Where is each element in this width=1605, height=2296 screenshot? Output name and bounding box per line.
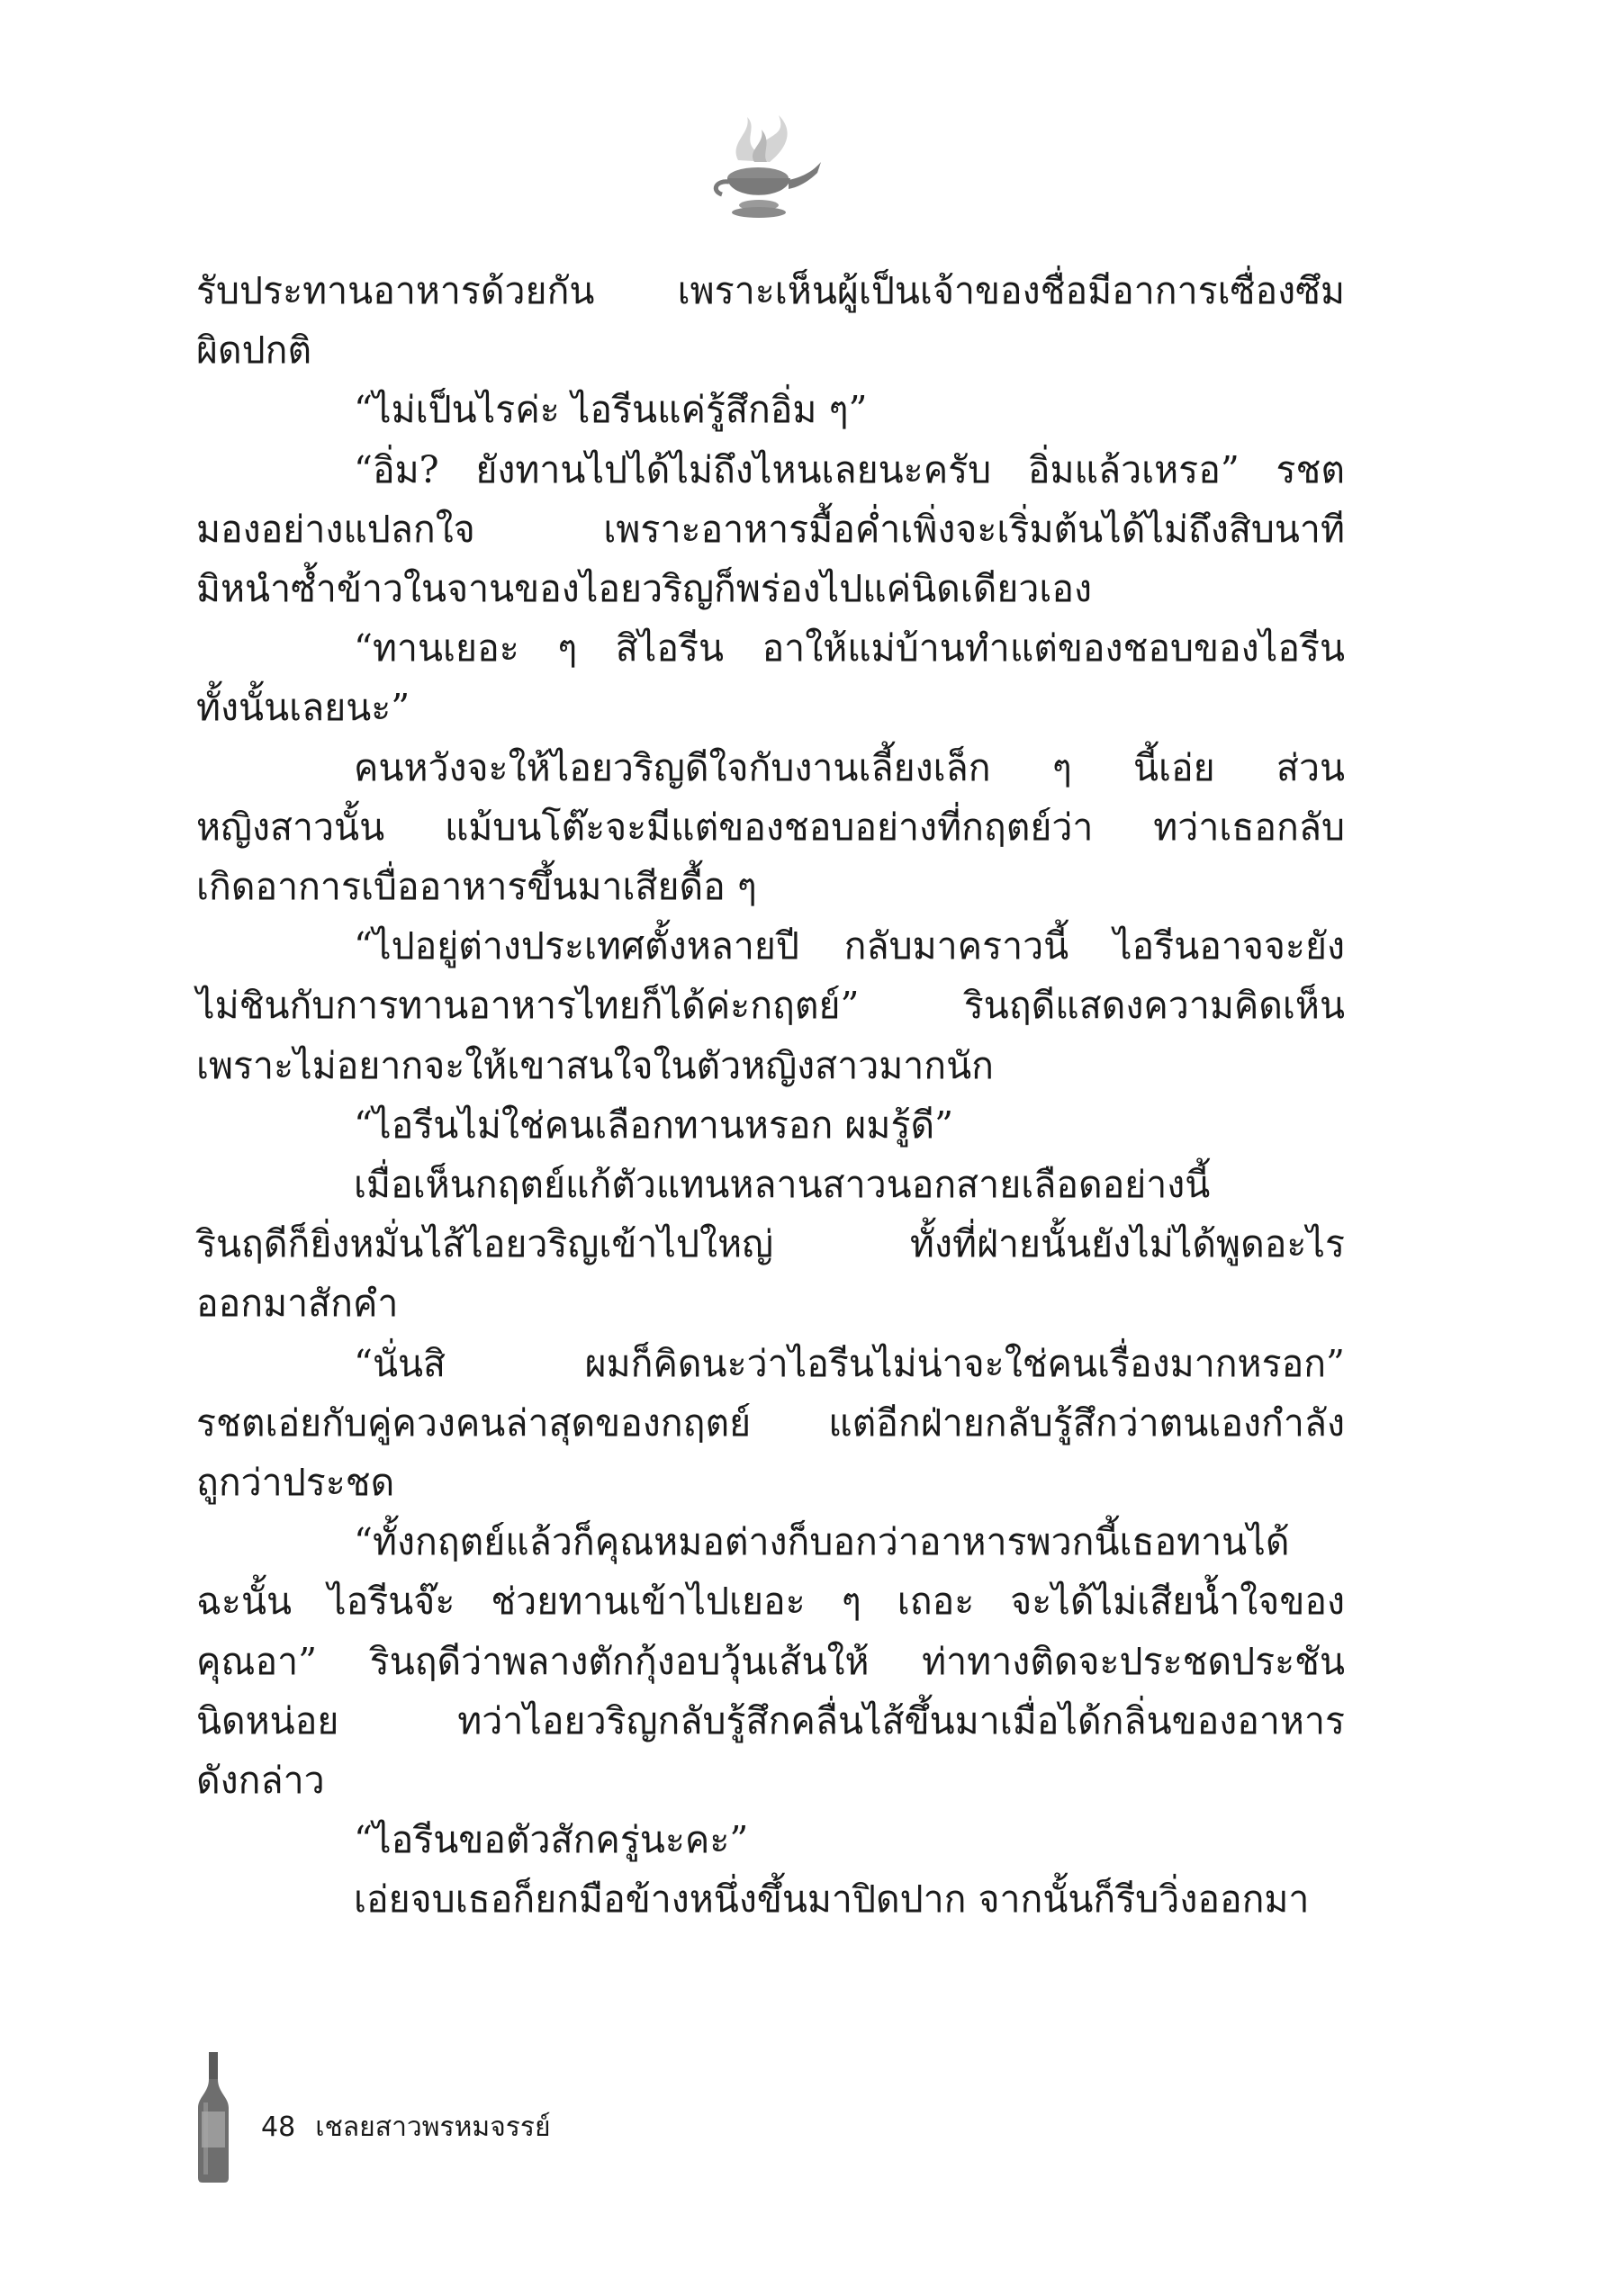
page-footer: [261, 2106, 571, 2148]
page-number: 48: [261, 2111, 296, 2143]
text-line: รินฤดีก็ยิ่งหมั่นไส้ไอยวริญเข้าไปใหญ่ ทั้งที่ฝ่ายนั้นยังไม่ได้พูดอะไร: [196, 1222, 1345, 1266]
text-line: เอ่ยจบเธอก็ยกมือข้างหนึ่งขึ้นมาปิดปาก จากนั้นก็รีบวิ่งออกมา: [354, 1877, 1310, 1922]
text-line: “ทั้งกฤตย์แล้วก็คุณหมอต่างก็บอกว่าอาหารพวกนี้เธอทานได้: [354, 1520, 1290, 1564]
text-line: เกิดอาการเบื่ออาหารขึ้นมาเสียดื้อ ๆ: [196, 865, 757, 909]
text-line: เมื่อเห็นกฤตย์แก้ตัวแทนหลานสาวนอกสายเลือดอย่างนี้: [354, 1163, 1211, 1207]
text-line: “ไอรีนไม่ใช่คนเลือกทานหรอก ผมรู้ดี”: [354, 1103, 954, 1147]
text-line: ดังกล่าว: [196, 1759, 325, 1803]
text-line: ทั้งนั้นเลยนะ”: [196, 686, 410, 730]
text-line: ถูกว่าประชด: [196, 1461, 395, 1505]
text-line: รับประทานอาหารด้วยกัน เพราะเห็นผู้เป็นเจ้าของชื่อมีอาการเซื่องซึม: [196, 269, 1345, 312]
text-line: “นั่นสิ ผมก็คิดนะว่าไอรีนไม่น่าจะใช่คนเรื่องมากหรอก”: [354, 1341, 1345, 1385]
text-line: “ไม่เป็นไรค่ะ ไอรีนแค่รู้สึกอิ่ม ๆ”: [354, 388, 868, 432]
text-line: มองอย่างแปลกใจ เพราะอาหารมื้อค่ำเพิ่งจะเริ่มต้นได้ไม่ถึงสิบนาที: [196, 507, 1345, 551]
text-line: “อิ่ม? ยังทานไปได้ไม่ถึงไหนเลยนะครับ อิ่มแล้วเหรอ” รชต: [354, 447, 1345, 491]
text-line: “ไอรีนขอตัวสักครู่นะคะ”: [354, 1818, 749, 1862]
text-line: ไม่ชินกับการทานอาหารไทยก็ได้ค่ะกฤตย์” รินฤดีแสดงความคิดเห็น: [196, 984, 1345, 1028]
text-line: มิหนำซ้ำข้าวในจานของไอยวริญก็พร่องไปแค่นิดเดียวเอง: [196, 567, 1093, 611]
text-line: ฉะนั้น ไอรีนจ๊ะ ช่วยทานเข้าไปเยอะ ๆ เถอะ จะได้ไม่เสียน้ำใจของ: [196, 1580, 1345, 1624]
text-line: หญิงสาวนั้น แม้บนโต๊ะจะมีแต่ของชอบอย่างที่กฤตย์ว่า ทว่าเธอกลับ: [196, 805, 1345, 849]
text-line: ออกมาสักคำ: [196, 1282, 399, 1326]
text-line: คุณอา” รินฤดีว่าพลางตักกุ้งอบวุ้นเส้นให้ ท่าทางติดจะประชดประชัน: [196, 1639, 1345, 1683]
text-line: รชตเอ่ยกับคู่ควงคนล่าสุดของกฤตย์ แต่อีกฝ่ายกลับรู้สึกว่าตนเองกำลัง: [196, 1400, 1345, 1445]
book-title: เชลยสาวพรหมจรรย์: [315, 2111, 551, 2143]
body-text: [196, 261, 1345, 1930]
text-line: ผิดปกติ: [196, 329, 312, 373]
text-line: เพราะไม่อยากจะให้เขาสนใจในตัวหญิงสาวมากนัก: [196, 1043, 994, 1087]
text-line: คนหวังจะให้ไอยวริญดีใจกับงานเลี้ยงเล็ก ๆ นี้เอ่ย ส่วน: [354, 745, 1345, 789]
bottle-icon: [193, 2052, 234, 2183]
text-line: นิดหน่อย ทว่าไอยวริญกลับรู้สึกคลื่นไส้ขึ้นมาเมื่อได้กลิ่นของอาหาร: [196, 1698, 1345, 1742]
text-line: “ทานเยอะ ๆ สิไอรีน อาให้แม่บ้านทำแต่ของชอบของไอรีน: [354, 626, 1345, 671]
genie-lamp-icon: [702, 97, 828, 232]
text-line: “ไปอยู่ต่างประเทศตั้งหลายปี กลับมาคราวนี้ ไอรีนอาจจะยัง: [354, 924, 1345, 968]
